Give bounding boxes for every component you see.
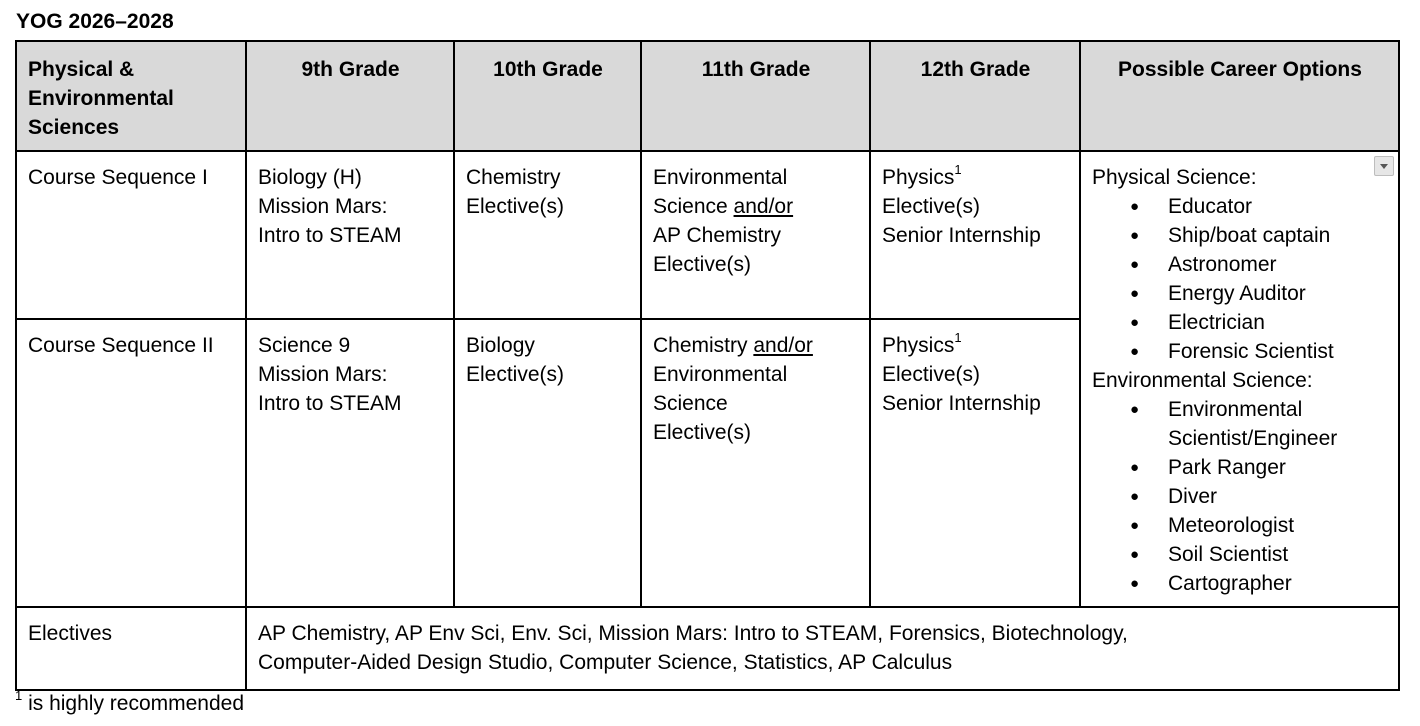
course-line: Biology (H) <box>258 166 362 189</box>
course-line: Science 9 <box>258 334 351 358</box>
table-header-row <box>16 41 1399 151</box>
electives-line: Computer-Aided Design Studio, Computer Science, Statistics, AP Calculus <box>258 651 953 674</box>
header-10th-grade: 10th Grade <box>454 41 641 151</box>
sequence-1-label: Course Sequence I <box>16 151 246 319</box>
list-item: ● Cartographer <box>1168 569 1388 598</box>
course-line: Mission Mars: <box>258 363 388 387</box>
and-or-underlined: and/or <box>753 334 813 358</box>
course-text: Physics <box>882 334 955 358</box>
footnote-marker: 1 <box>954 162 962 177</box>
list-item: ● Educator <box>1168 192 1388 221</box>
sequence-1-9th-grade <box>246 151 454 319</box>
course-line: Intro to STEAM <box>258 224 402 247</box>
sequence-2-9th-grade <box>246 319 454 607</box>
physical-science-heading: Physical Science: <box>1092 166 1257 189</box>
and-or-underlined: and/or <box>733 195 794 218</box>
header-9th-grade: 9th Grade <box>246 41 454 151</box>
course-line: Elective(s) <box>653 421 752 445</box>
footnote <box>15 690 244 718</box>
electives-label: Electives <box>16 607 246 690</box>
course-line: Chemistry <box>466 166 561 189</box>
footnote-text: is highly recommended <box>22 692 245 715</box>
course-line <box>653 331 859 360</box>
course-line: Elective(s) <box>466 195 565 218</box>
course-line: Senior Internship <box>882 392 1041 416</box>
course-line: Elective(s) <box>466 363 565 387</box>
course-line: Biology <box>466 334 535 358</box>
list-item: ● Energy Auditor <box>1168 279 1388 308</box>
list-item: ● Astronomer <box>1168 250 1388 279</box>
course-text: Physics <box>882 166 955 189</box>
course-sequence-table <box>15 40 1400 691</box>
header-12th-grade: 12th Grade <box>870 41 1080 151</box>
footnote-marker: 1 <box>15 688 23 703</box>
sequence-2-12th-grade <box>870 319 1080 607</box>
sequence-1-12th-grade <box>870 151 1080 319</box>
sequence-1-11th-grade <box>641 151 870 319</box>
footnote-marker: 1 <box>954 330 962 346</box>
course-line: Environmental <box>653 166 788 189</box>
list-item: ● Park Ranger <box>1168 453 1388 482</box>
course-line: Mission Mars: <box>258 195 388 218</box>
course-line <box>653 192 859 221</box>
table-row-electives <box>16 607 1399 690</box>
header-11th-grade: 11th Grade <box>641 41 870 151</box>
sequence-2-11th-grade <box>641 319 870 607</box>
table-row-sequence-1 <box>16 151 1399 319</box>
course-line: Environmental <box>653 363 788 387</box>
course-line: AP Chemistry <box>653 224 781 247</box>
environmental-science-career-list <box>1092 395 1388 598</box>
list-item: ● Environmental Scientist/Engineer <box>1168 395 1388 453</box>
header-career-options: Possible Career Options <box>1080 41 1399 151</box>
list-item: ● Forensic Scientist <box>1168 337 1388 366</box>
electives-line: AP Chemistry, AP Env Sci, Env. Sci, Mission Mars: Intro to STEAM, Forensics, Biotechnology, <box>258 622 1128 645</box>
course-text: Chemistry <box>653 334 754 358</box>
environmental-science-heading: Environmental Science: <box>1092 369 1313 392</box>
career-options-cell <box>1080 151 1399 607</box>
course-line: Senior Internship <box>882 224 1041 247</box>
cell-dropdown-icon[interactable] <box>1374 156 1394 176</box>
sequence-2-label: Course Sequence II <box>16 319 246 607</box>
course-line <box>882 331 1069 360</box>
course-line: Science <box>653 392 728 416</box>
course-line <box>882 163 1069 192</box>
list-item: ● Ship/boat captain <box>1168 221 1388 250</box>
document-title: YOG 2026–2028 <box>16 10 174 33</box>
electives-list <box>246 607 1399 690</box>
course-line: Elective(s) <box>882 195 981 218</box>
course-line: Elective(s) <box>653 253 752 276</box>
header-subject: Physical & Environmental Sciences <box>16 41 246 151</box>
sequence-1-10th-grade <box>454 151 641 319</box>
course-line: Intro to STEAM <box>258 392 402 416</box>
course-line: Elective(s) <box>882 363 981 387</box>
list-item: ● Meteorologist <box>1168 511 1388 540</box>
physical-science-career-list <box>1092 192 1388 366</box>
sequence-2-10th-grade <box>454 319 641 607</box>
list-item: ● Soil Scientist <box>1168 540 1388 569</box>
list-item: ● Diver <box>1168 482 1388 511</box>
list-item: ● Electrician <box>1168 308 1388 337</box>
course-text: Science <box>653 195 734 218</box>
